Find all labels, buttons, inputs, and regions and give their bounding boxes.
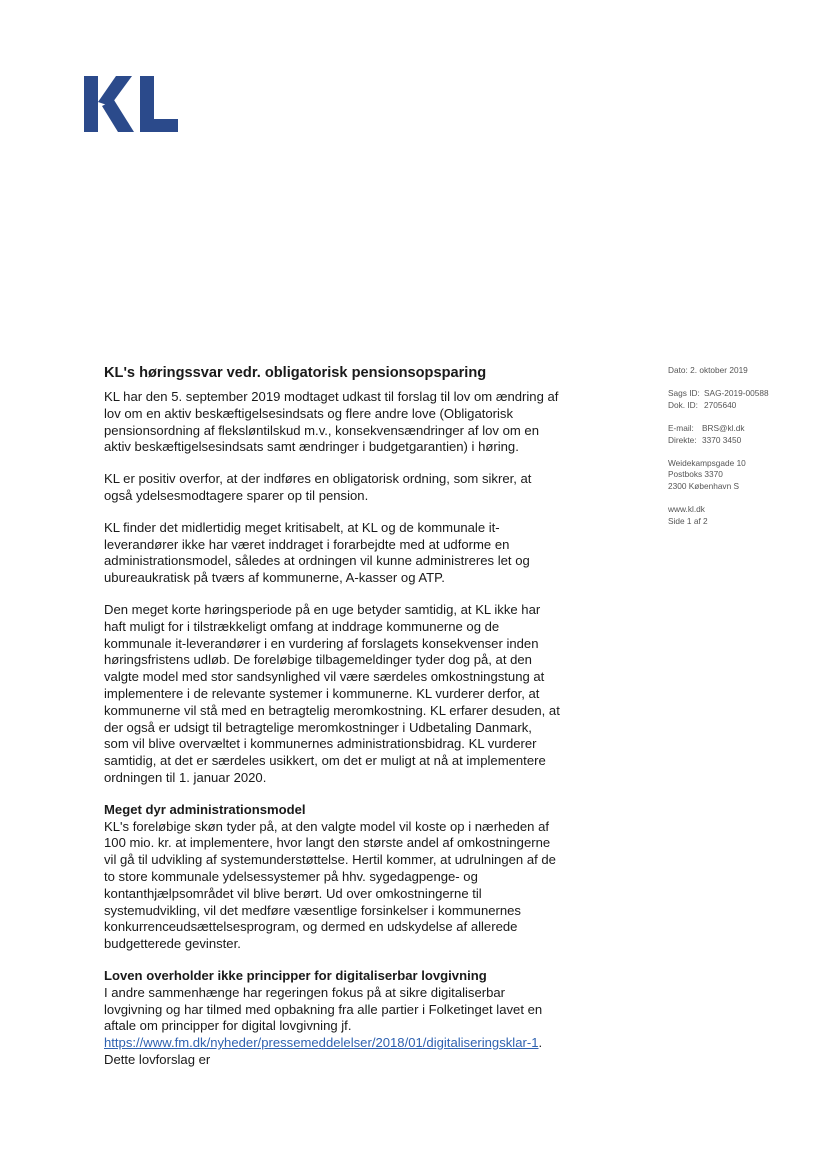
email-label: E-mail: <box>668 422 694 433</box>
website[interactable]: www.kl.dk <box>668 504 705 515</box>
dok-id-value: 2705640 <box>704 399 737 410</box>
page-number: Side 1 af 2 <box>668 516 708 527</box>
digital-law-link[interactable]: https://www.fm.dk/nyheder/pressemeddelelser/2018/01/digitaliseringsklar-1 <box>104 1035 539 1051</box>
email-value[interactable]: BRS@kl.dk <box>702 422 745 433</box>
paragraph-intro: KL har den 5. september 2019 modtaget udkast til forslag til lov om ændring af lov om en aktiv beskæftigelsesindsats og flere andre love (Obligatorisk pensionsordning af fleksløntilskud m.v., konsekvensændringer af lov om en aktiv beskæftigelsesindsats samt ændringer i budgetgarantien) i høring. <box>104 389 559 455</box>
ids-group <box>668 388 808 412</box>
sags-id-value: SAG-2019-00588 <box>704 387 769 398</box>
address-city: 2300 København S <box>668 481 740 492</box>
sags-id-label: Sags ID: <box>668 387 700 398</box>
kl-logo <box>84 76 178 132</box>
web-group <box>668 504 808 528</box>
direct-phone-value: 3370 3450 <box>702 434 742 445</box>
date-group <box>668 365 808 377</box>
digital-text-after: . Dette lovforslag er <box>104 1035 543 1067</box>
letter-title: KL's høringssvar vedr. obligatorisk pensionsopsparing <box>104 365 487 381</box>
paragraph-digital <box>104 985 560 1069</box>
contact-group <box>668 423 808 447</box>
address-group <box>668 458 808 494</box>
letter-date: Dato: 2. oktober 2019 <box>668 365 748 375</box>
direct-phone-label: Direkte: <box>668 434 697 445</box>
section-heading-administration: Meget dyr administrationsmodel <box>104 801 306 817</box>
kl-logo-mark <box>84 76 178 132</box>
paragraph-critique: KL finder det midlertidig meget kritisabelt, at KL og de kommunale it-leverandører ikke har været inddraget i forarbejdte med at udforme en administrationsmodel, således at ordningen vil kunne administreres let og ubureaukratisk på tværs af kommunerne, A-kasser og ATP. <box>104 519 530 586</box>
paragraph-hearing-period: Den meget korte høringsperiode på en uge betyder samtidig, at KL ikke har haft muligt for i tilstrækkeligt omfang at inddrage kommunerne og de kommunale it-leverandører i en vurdering af forslagets konsekvenser inden høringsfristens udløb. De foreløbige tilbagemeldinger tyder dog på, at den valgte model med stor sandsynlighed vil være særdeles omkostningstung at implementere i de relevante systemer i kommunerne. KL vurderer derfor, at kommunerne vil stå med en betragtelig meromkostning. KL erfarer desuden, at der også er udsigt til betragtelige meromkostninger i Udbetaling Danmark, som vil blive overvæltet i kommunernes administrationsbidrag. KL vurderer samtidig, at det er særdeles usikkert, om det er muligt at nå at implementere ordningen til 1. januar 2020. <box>104 601 560 785</box>
letter-body <box>104 389 560 1084</box>
sidebar-metadata <box>668 365 808 539</box>
address-street: Weidekampsgade 10 <box>668 457 746 468</box>
section-heading-digital: Loven overholder ikke principper for digitaliserbar lovgivning <box>104 967 487 983</box>
paragraph-positive: KL er positiv overfor, at der indføres en obligatorisk ordning, som sikrer, at også ydelsesmodtagere sparer op til pension. <box>104 471 532 503</box>
digital-text-before: I andre sammenhænge har regeringen fokus på at sikre digitaliserbar lovgivning og har tilmed med opbakning fra alle partier i Folketinget lavet en aftale om principper for digital lovgivning jf. <box>104 984 543 1034</box>
dok-id-label: Dok. ID: <box>668 399 698 410</box>
address-postbox: Postboks 3370 <box>668 469 723 480</box>
paragraph-administration: KL's foreløbige skøn tyder på, at den valgte model vil koste op i nærheden af 100 mio. kr. at implementere, hvor langt den største andel af omkostningerne vil gå til udvikling af systemunderstøttelse. Hertil kommer, at udrulningen af de to store kommunale ydelsessystemer på hhv. sygedagpenge- og kontanthjælpsområdet vil blive berørt. Ud over omkostningerne til systemudvikling, vil det medføre væsentlige forsinkelser i kommunernes konkurrenceudsættelsesprogram, og dermed en udskydelse af allerede budgetterede gevinster. <box>104 818 556 952</box>
